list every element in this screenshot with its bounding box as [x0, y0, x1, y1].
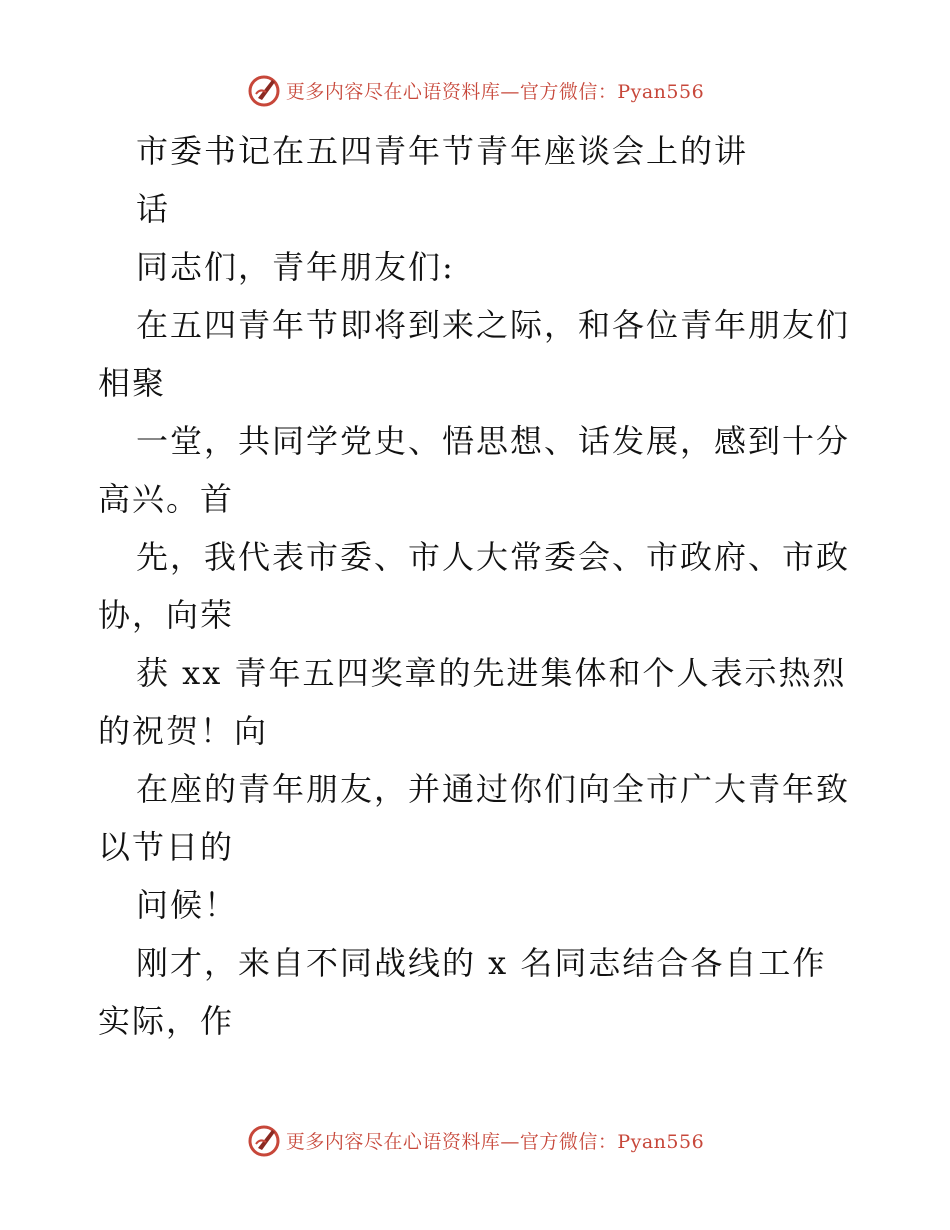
paragraph-line: 以节日的	[98, 828, 235, 866]
header-banner-text: 更多内容尽在心语资料库—官方微信：Pyan556	[285, 80, 705, 103]
paragraph-line: 刚才，来自不同战线的 x 名同志结合各自工作	[136, 944, 827, 982]
quill-pen-circle-icon	[246, 72, 282, 108]
paragraph-line: 在座的青年朋友，并通过你们向全市广大青年致	[136, 770, 851, 808]
paragraph-line: 协，向荣	[98, 596, 235, 634]
paragraph-line: 实际，作	[98, 1002, 235, 1040]
paragraph-line: 高兴。首	[98, 480, 235, 518]
page-footer-banner	[0, 1120, 950, 1160]
page-header-banner	[0, 70, 950, 110]
paragraph-line: 先，我代表市委、市人大常委会、市政府、市政	[136, 538, 851, 576]
paragraph-line: 相聚	[98, 364, 167, 402]
document-body	[98, 122, 868, 1050]
paragraph-line: 在五四青年节即将到来之际，和各位青年朋友们	[136, 306, 851, 344]
footer-banner-text: 更多内容尽在心语资料库—官方微信：Pyan556	[285, 1130, 705, 1153]
quill-pen-circle-icon	[246, 1122, 282, 1158]
paragraph-line: 话	[136, 190, 171, 228]
paragraph-line: 问候！	[136, 886, 239, 924]
paragraph-line: 一堂，共同学党史、悟思想、话发展，感到十分	[136, 422, 851, 460]
paragraph-line: 获 xx 青年五四奖章的先进集体和个人表示热烈	[136, 654, 847, 692]
paragraph-line: 的祝贺！向	[98, 712, 269, 750]
paragraph-line: 同志们，青年朋友们:	[136, 248, 455, 286]
paragraph-line: 市委书记在五四青年节青年座谈会上的讲	[136, 132, 749, 170]
